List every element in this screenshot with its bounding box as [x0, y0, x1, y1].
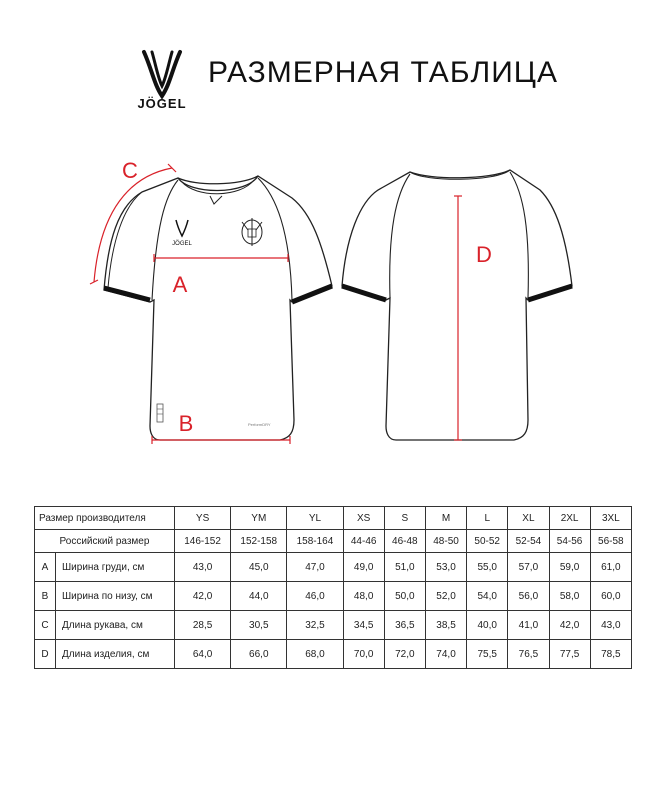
value-cell: 50,0	[384, 582, 425, 611]
value-cell: 60,0	[590, 582, 631, 611]
table-row-b	[35, 582, 632, 611]
row-name: Длина изделия, см	[56, 640, 175, 669]
size-cell: L	[467, 507, 508, 530]
label-c: C	[122, 158, 138, 183]
value-cell: 38,5	[425, 611, 466, 640]
value-cell: 46,0	[287, 582, 343, 611]
ru-size-cell: 146-152	[175, 530, 231, 553]
front-jersey	[104, 176, 332, 440]
row-letter: B	[35, 582, 56, 611]
value-cell: 72,0	[384, 640, 425, 669]
ru-size-cell: 48-50	[425, 530, 466, 553]
value-cell: 52,0	[425, 582, 466, 611]
value-cell: 66,0	[231, 640, 287, 669]
value-cell: 51,0	[384, 553, 425, 582]
value-cell: 47,0	[287, 553, 343, 582]
ru-size-cell: 44-46	[343, 530, 384, 553]
size-cell: XS	[343, 507, 384, 530]
table-row-a	[35, 553, 632, 582]
ru-size-cell: 50-52	[467, 530, 508, 553]
value-cell: 76,5	[508, 640, 549, 669]
value-cell: 55,0	[467, 553, 508, 582]
ru-size-cell: 46-48	[384, 530, 425, 553]
value-cell: 43,0	[175, 553, 231, 582]
value-cell: 36,5	[384, 611, 425, 640]
size-cell: 3XL	[590, 507, 631, 530]
row-letter: C	[35, 611, 56, 640]
value-cell: 40,0	[467, 611, 508, 640]
value-cell: 57,0	[508, 553, 549, 582]
table-header-row	[35, 507, 632, 530]
value-cell: 68,0	[287, 640, 343, 669]
value-cell: 42,0	[175, 582, 231, 611]
svg-text:PerformDRY: PerformDRY	[248, 422, 271, 427]
row-letter: D	[35, 640, 56, 669]
size-cell: YM	[231, 507, 287, 530]
row-name: Ширина груди, см	[56, 553, 175, 582]
value-cell: 74,0	[425, 640, 466, 669]
ru-size-cell: 56-58	[590, 530, 631, 553]
value-cell: 58,0	[549, 582, 590, 611]
value-cell: 49,0	[343, 553, 384, 582]
value-cell: 42,0	[549, 611, 590, 640]
ru-label: Российский размер	[35, 530, 175, 553]
label-d: D	[476, 242, 492, 267]
size-cell: M	[425, 507, 466, 530]
row-name: Длина рукава, см	[56, 611, 175, 640]
size-cell: YS	[175, 507, 231, 530]
ru-size-cell: 158-164	[287, 530, 343, 553]
value-cell: 54,0	[467, 582, 508, 611]
value-cell: 78,5	[590, 640, 631, 669]
value-cell: 28,5	[175, 611, 231, 640]
value-cell: 43,0	[590, 611, 631, 640]
row-name: Ширина по низу, см	[56, 582, 175, 611]
front-brand-text: JÖGEL	[172, 241, 192, 247]
label-a: A	[172, 272, 188, 297]
jersey-diagram	[0, 140, 665, 460]
table-row-ru	[35, 530, 632, 553]
ru-size-cell: 54-56	[549, 530, 590, 553]
brand-wordmark: JÖGEL	[137, 96, 187, 111]
value-cell: 32,5	[287, 611, 343, 640]
table-row-c	[35, 611, 632, 640]
value-cell: 30,5	[231, 611, 287, 640]
size-cell: XL	[508, 507, 549, 530]
size-table	[34, 506, 632, 669]
back-jersey	[342, 170, 572, 440]
value-cell: 45,0	[231, 553, 287, 582]
page-title: РАЗМЕРНАЯ ТАБЛИЦА	[208, 56, 558, 89]
size-cell: YL	[287, 507, 343, 530]
value-cell: 70,0	[343, 640, 384, 669]
row-letter: A	[35, 553, 56, 582]
ru-size-cell: 152-158	[231, 530, 287, 553]
value-cell: 44,0	[231, 582, 287, 611]
value-cell: 61,0	[590, 553, 631, 582]
value-cell: 53,0	[425, 553, 466, 582]
header-label: Размер производителя	[35, 507, 175, 530]
value-cell: 75,5	[467, 640, 508, 669]
value-cell: 77,5	[549, 640, 590, 669]
label-b: B	[178, 411, 194, 436]
value-cell: 64,0	[175, 640, 231, 669]
size-cell: 2XL	[549, 507, 590, 530]
value-cell: 34,5	[343, 611, 384, 640]
value-cell: 48,0	[343, 582, 384, 611]
value-cell: 56,0	[508, 582, 549, 611]
value-cell: 59,0	[549, 553, 590, 582]
table-row-d	[35, 640, 632, 669]
ru-size-cell: 52-54	[508, 530, 549, 553]
size-cell: S	[384, 507, 425, 530]
value-cell: 41,0	[508, 611, 549, 640]
